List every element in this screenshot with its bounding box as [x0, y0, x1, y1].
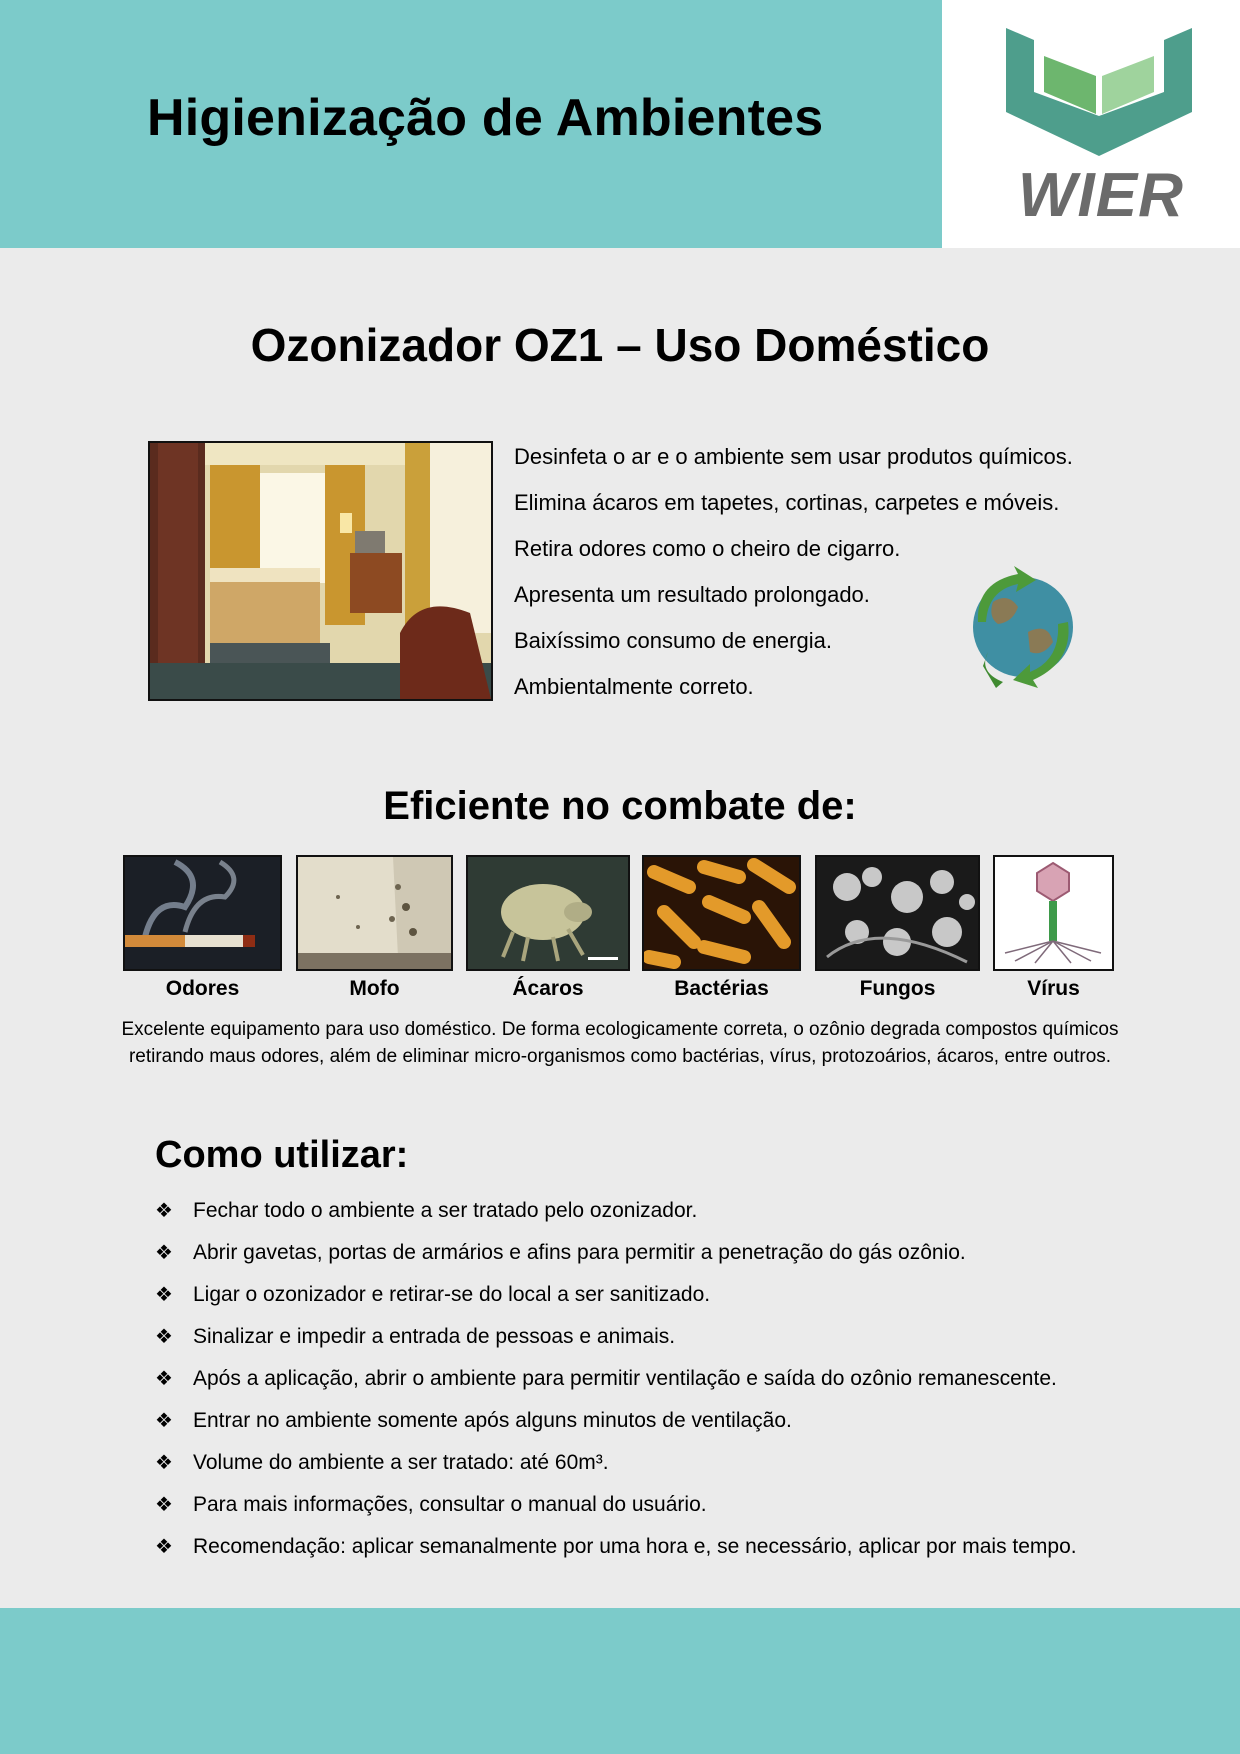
header-band: [0, 0, 1240, 248]
pest-row: [0, 855, 1240, 1005]
usage-steps: [155, 1196, 1077, 1574]
diamond-bullet-icon: ❖: [155, 1536, 173, 1558]
mold-wall-photo: [296, 855, 453, 971]
pest-card-mofo: [296, 855, 453, 1001]
cigarette-smoke-photo: [123, 855, 282, 971]
diamond-bullet-icon: ❖: [155, 1200, 173, 1222]
pest-label: Ácaros: [512, 977, 584, 1000]
logo-mark-icon: [1006, 28, 1192, 158]
hotel-room-photo: [148, 441, 493, 701]
pest-label: Vírus: [1027, 977, 1080, 1000]
feature-item: Elimina ácaros em tapetes, cortinas, carpetes e móveis.: [514, 490, 1060, 515]
usage-step: ❖ Recomendação: aplicar semanalmente por uma hora e, se necessário, aplicar por mais tempo.: [155, 1532, 1077, 1574]
pest-label: Mofo: [349, 977, 400, 1000]
feature-item: Retira odores como o cheiro de cigarro.: [514, 536, 901, 561]
diamond-bullet-icon: ❖: [155, 1452, 173, 1474]
eco-globe-icon: [958, 562, 1088, 692]
usage-step: ❖ Após a aplicação, abrir o ambiente para permitir ventilação e saída do ozônio remanescente.: [155, 1364, 1077, 1406]
virus-illustration: [993, 855, 1114, 971]
pest-card-virus: [993, 855, 1114, 1001]
usage-step: ❖ Sinalizar e impedir a entrada de pessoas e animais.: [155, 1322, 1077, 1364]
fungi-photo: [815, 855, 980, 971]
feature-item: Baixíssimo consumo de energia.: [514, 628, 832, 653]
logo: [942, 0, 1240, 248]
usage-step: ❖ Volume do ambiente a ser tratado: até 60m³.: [155, 1448, 1077, 1490]
usage-step: ❖ Para mais informações, consultar o manual do usuário.: [155, 1490, 1077, 1532]
usage-title: Como utilizar:: [155, 1134, 409, 1176]
diamond-bullet-icon: ❖: [155, 1494, 173, 1516]
pest-card-odores: [123, 855, 282, 1001]
diamond-bullet-icon: ❖: [155, 1368, 173, 1390]
footer-band: [0, 1608, 1240, 1754]
page-title: Higienização de Ambientes: [147, 89, 824, 147]
feature-item: Apresenta um resultado prolongado.: [514, 582, 870, 607]
efficiency-description: Excelente equipamento para uso doméstico. De forma ecologicamente correta, o ozônio degrada compostos químicos retirando maus odores, além de eliminar micro-organismos como bactérias, vírus, protozoários, ácaros, entre outros.: [121, 1019, 1119, 1067]
diamond-bullet-icon: ❖: [155, 1410, 173, 1432]
diamond-bullet-icon: ❖: [155, 1326, 173, 1348]
usage-step: ❖ Ligar o ozonizador e retirar-se do local a ser sanitizado.: [155, 1280, 1077, 1322]
dust-mite-photo: [466, 855, 630, 971]
pest-label: Odores: [165, 977, 240, 1000]
logo-text: WIER: [1018, 161, 1184, 230]
feature-item: Ambientalmente correto.: [514, 674, 754, 699]
diamond-bullet-icon: ❖: [155, 1242, 173, 1264]
usage-step: ❖ Abrir gavetas, portas de armários e afins para permitir a penetração do gás ozônio.: [155, 1238, 1077, 1280]
pest-card-fungos: [815, 855, 980, 1001]
feature-item: Desinfeta o ar e o ambiente sem usar produtos químicos.: [514, 444, 1073, 469]
pest-card-bacterias: [642, 855, 801, 1001]
efficiency-title: Eficiente no combate de:: [383, 784, 857, 828]
pest-label: Fungos: [859, 977, 936, 1000]
diamond-bullet-icon: ❖: [155, 1284, 173, 1306]
bacteria-photo: [642, 855, 801, 971]
usage-step: ❖ Entrar no ambiente somente após alguns minutos de ventilação.: [155, 1406, 1077, 1448]
product-title: Ozonizador OZ1 – Uso Doméstico: [250, 319, 990, 371]
pest-card-acaros: [466, 855, 630, 1001]
pest-label: Bactérias: [674, 977, 769, 1000]
usage-step: ❖ Fechar todo o ambiente a ser tratado pelo ozonizador.: [155, 1196, 1077, 1238]
